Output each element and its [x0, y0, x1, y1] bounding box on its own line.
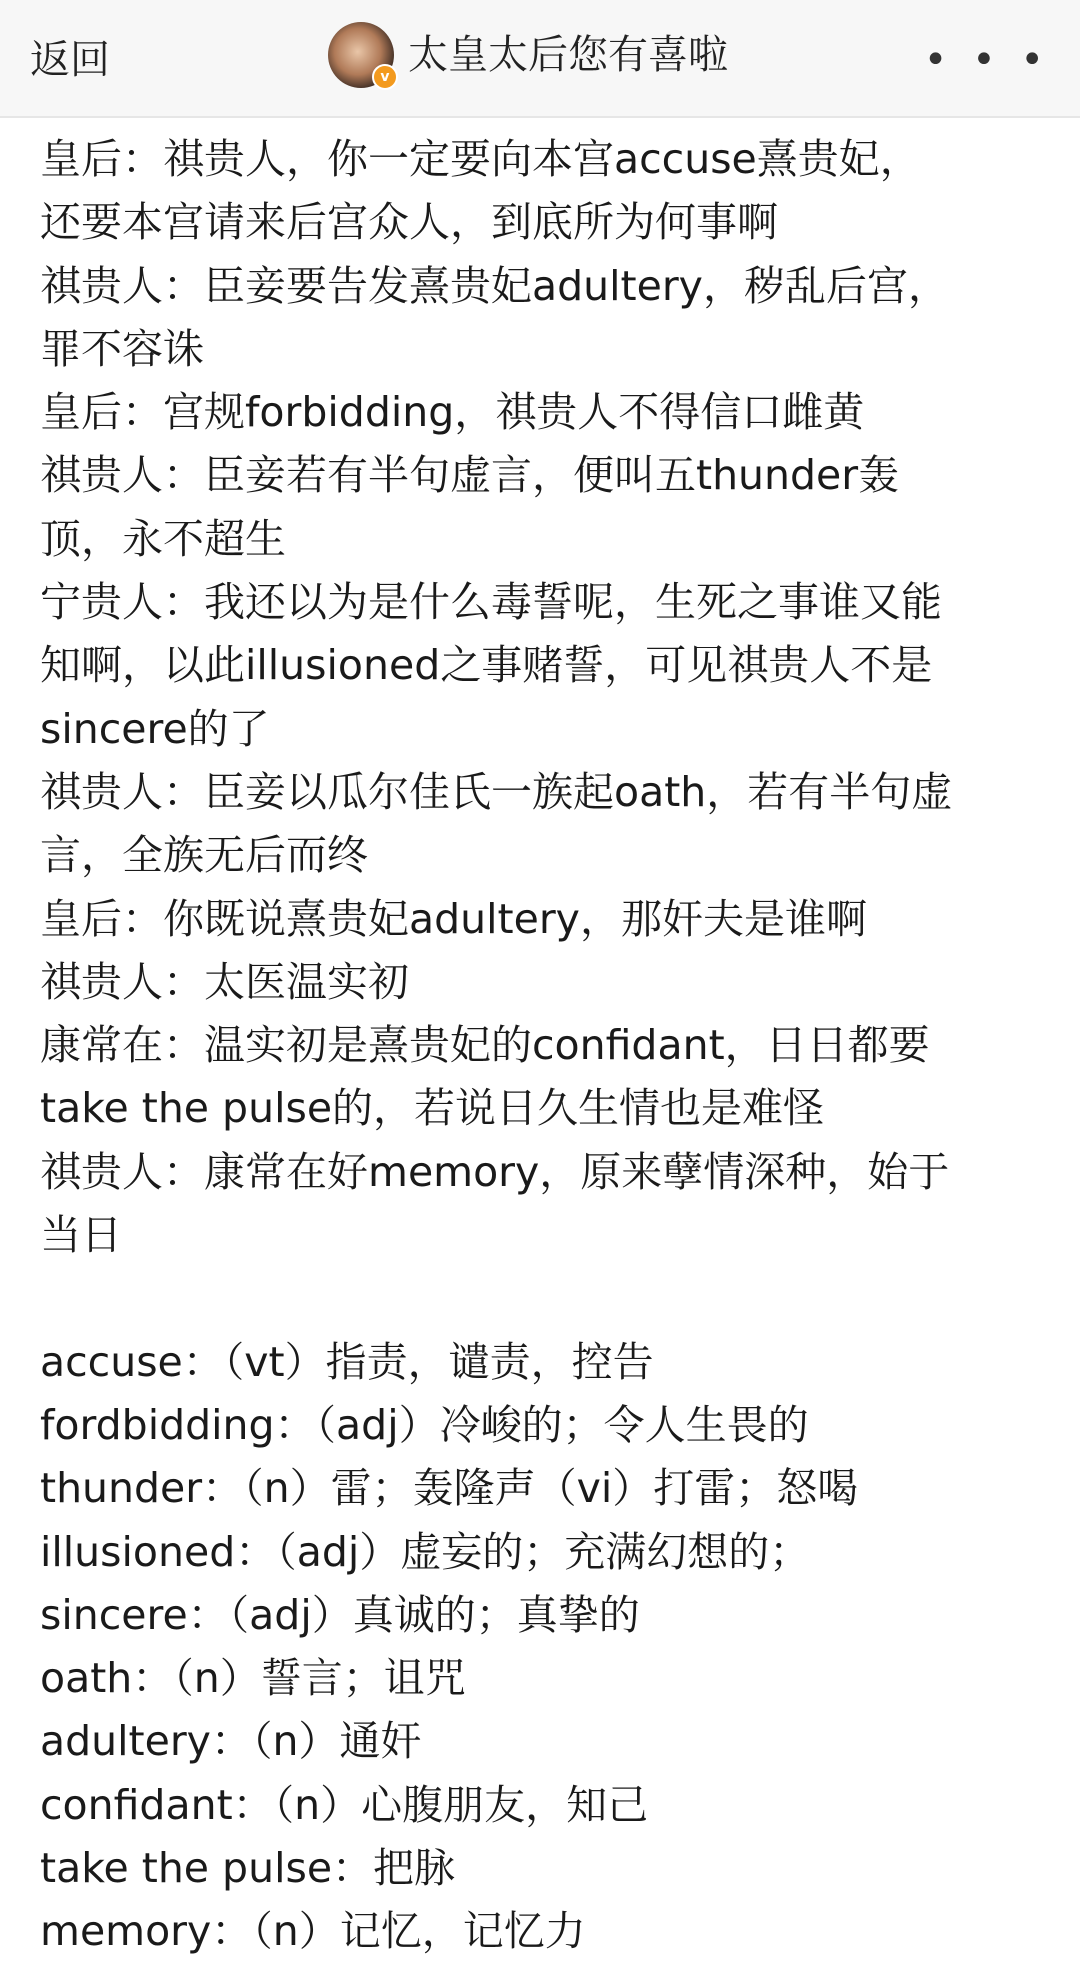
dialogue-line: 罪不容诛 — [40, 324, 204, 373]
post-author[interactable] — [328, 22, 728, 88]
more-dots-icon[interactable]: • • • — [923, 37, 1050, 83]
post-body — [40, 128, 1050, 1964]
vocab-line: confidant：（n）心腹朋友，知己 — [40, 1780, 649, 1829]
vocab-line: accuse：（vt）指责，谴责，控告 — [40, 1337, 654, 1386]
vocab-line: sincere：（adj）真诚的；真挚的 — [40, 1590, 640, 1639]
dialogue-line: 祺贵人：太医温实初 — [40, 957, 409, 1006]
dialogue-line: 祺贵人：臣妾以瓜尔佳氏一族起oath，若有半句虚 — [40, 767, 953, 816]
dialogue-line: 康常在：温实初是熹贵妃的confidant，日日都要 — [40, 1021, 930, 1070]
vocab-line: oath：（n）誓言；诅咒 — [40, 1654, 466, 1703]
top-nav-bar — [0, 0, 1080, 118]
dialogue-line: take the pulse的，若说日久生情也是难怪 — [40, 1084, 825, 1133]
dialogue-line: 言，全族无后而终 — [40, 831, 368, 880]
dialogue-line: 皇后：宫规forbidding，祺贵人不得信口雌黄 — [40, 388, 865, 437]
vocab-line: illusioned：（adj）虚妄的；充满幻想的； — [40, 1527, 811, 1576]
dialogue-line: 宁贵人：我还以为是什么毒誓呢，生死之事谁又能 — [40, 578, 942, 627]
dialogue-line: 皇后：你既说熹贵妃adultery，那奸夫是谁啊 — [40, 894, 867, 943]
dialogue-line: 顶，永不超生 — [40, 514, 286, 563]
dialogue-line: sincere的了 — [40, 704, 270, 753]
vocab-line: adultery：（n）通奸 — [40, 1717, 422, 1766]
dialogue-section — [40, 128, 1050, 1267]
dialogue-line: 祺贵人：康常在好memory，原来孽情深种，始于 — [40, 1147, 950, 1196]
back-button[interactable]: 返回 — [30, 37, 110, 83]
page-title: 太皇太后您有喜啦 — [408, 32, 728, 78]
avatar[interactable] — [328, 22, 394, 88]
paragraph-spacer — [40, 1267, 1050, 1330]
dialogue-line: 祺贵人：臣妾若有半句虚言，便叫五thunder轰 — [40, 451, 900, 500]
vocab-line: take the pulse：把脉 — [40, 1844, 456, 1893]
vocab-line: memory：（n）记忆，记忆力 — [40, 1907, 586, 1956]
dialogue-line: 知啊，以此illusioned之事赌誓，可见祺贵人不是 — [40, 641, 933, 690]
dialogue-line: 皇后：祺贵人，你一定要向本宫accuse熹贵妃， — [40, 135, 921, 183]
vocabulary-section — [40, 1331, 1050, 1964]
dialogue-line: 当日 — [40, 1211, 122, 1260]
vocab-line: thunder：（n）雷；轰隆声（vi）打雷；怒喝 — [40, 1464, 859, 1513]
verified-badge-icon: v — [372, 64, 398, 90]
dialogue-line: 还要本宫请来后宫众人，到底所为何事啊 — [40, 198, 778, 247]
dialogue-line: 祺贵人：臣妾要告发熹贵妃adultery，秽乱后宫， — [40, 261, 949, 310]
vocab-line: fordbidding：（adj）冷峻的；令人生畏的 — [40, 1400, 809, 1449]
